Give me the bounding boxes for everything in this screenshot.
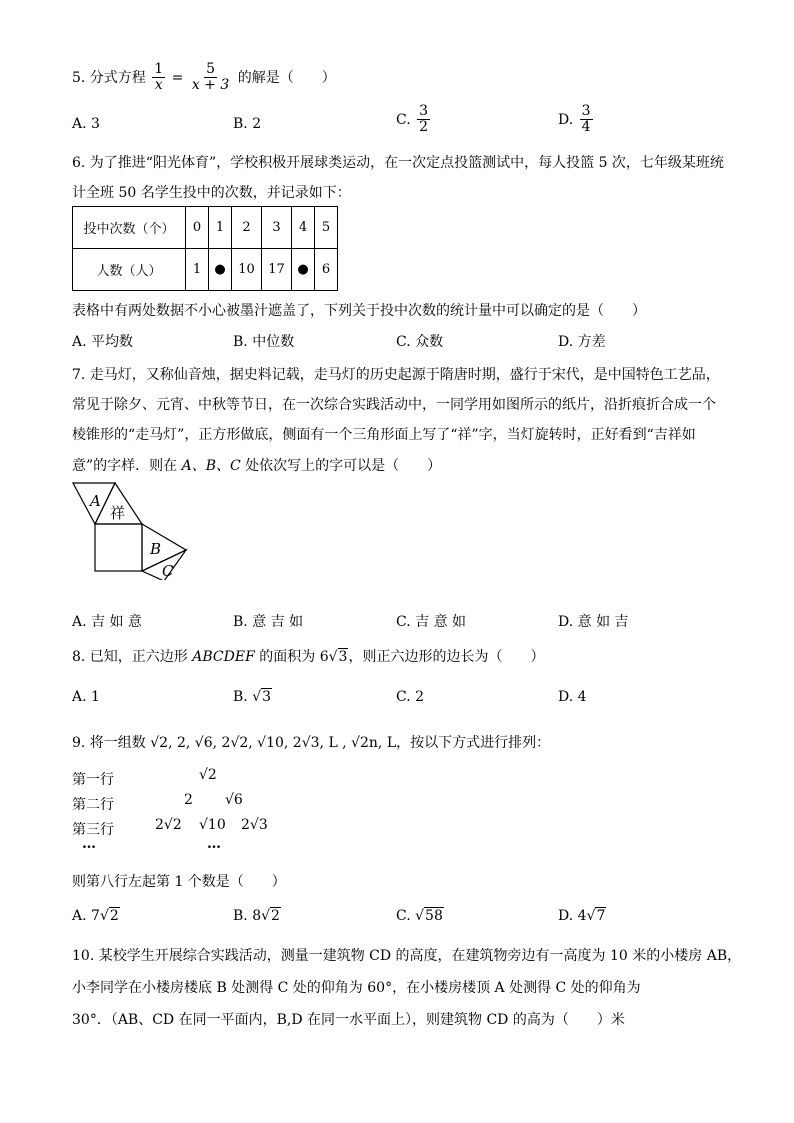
q5-option-c-label: C. <box>396 111 411 128</box>
q9-option-c-rad: 58 <box>425 908 443 924</box>
q9-option-c-label: C. <box>396 908 411 924</box>
q8-name: ABCDEF <box>192 649 255 665</box>
q7-line4-b: 处依次写上的字可以是（ ） <box>240 458 442 474</box>
q8-option-a[interactable]: A. 1 <box>72 689 100 705</box>
q6-option-a[interactable]: A. 平均数 <box>72 334 134 350</box>
q8-mid: 的面积为 <box>254 649 320 665</box>
q9-option-c[interactable] <box>396 908 444 924</box>
q7-option-a[interactable]: A. 吉 如 意 <box>72 614 142 630</box>
q9-option-b-label: B. <box>233 908 248 924</box>
q5-option-a[interactable]: A. 3 <box>72 116 100 132</box>
q9-option-d-sqrt: √7 <box>586 908 606 924</box>
table-head: 投中次数（个） <box>73 207 186 249</box>
q5-suffix: 的解是（ ） <box>237 69 336 86</box>
q9-row3-item: 2√3 <box>241 817 268 833</box>
q7-line4 <box>72 455 441 475</box>
q5-option-d-num: 3 <box>581 103 591 119</box>
table-cell: 0 <box>186 207 209 249</box>
q7-option-d[interactable]: D. 意 如 吉 <box>558 614 629 630</box>
q10-line2: 小李同学在小楼房楼底 B 处测得 C 处的仰角为 60°，在小楼房楼顶 A 处测得 C 处的仰角为 <box>72 980 641 996</box>
q6-line3: 表格中有两处数据不小心被墨汁遮盖了，下列关于投中次数的统计量中可以确定的是（ ） <box>72 303 646 319</box>
q8-stem <box>72 646 544 666</box>
table-cell: 3 <box>262 207 292 249</box>
q5-frac1-num: 1 <box>154 61 164 77</box>
q5-option-c-den: 2 <box>419 119 429 136</box>
q5-frac2-num: 5 <box>206 61 215 77</box>
q9-prefix: 9. 将一组数 <box>72 735 151 751</box>
q7-line4-vars: A、B、C <box>181 458 241 474</box>
q9-dots-left: … <box>82 836 96 852</box>
q9-dots-right: … <box>207 836 221 852</box>
q10-line3: 30°．（AB、CD 在同一平面内，B,D 在同一水平面上），则建筑物 CD 的高为（ ）米 <box>72 1012 625 1028</box>
q8-option-b[interactable] <box>233 689 272 705</box>
table-row <box>73 249 338 291</box>
table-cell: 6 <box>315 249 338 291</box>
table-cell: 5 <box>315 207 338 249</box>
q8-suffix: ，则正六边形的边长为（ ） <box>348 649 545 665</box>
fig-label-a: A <box>90 492 101 510</box>
q9-option-a-coef: 7 <box>91 908 100 924</box>
q9-seq: √2, 2, √6, 2√2, √10, 2√3, L , √2n, L <box>150 735 397 751</box>
fig-label-xiang: 祥 <box>110 504 126 522</box>
q8-option-c[interactable]: C. 2 <box>396 689 425 705</box>
q5-eq: = <box>171 69 184 86</box>
table-cell: ● <box>209 249 232 291</box>
q5-prefix: 5. 分式方程 <box>72 69 146 86</box>
q7-line1: 7. 走马灯，又称仙音烛，据史料记载，走马灯的历史起源于隋唐时期，盛行于宋代，是中国特色工艺品， <box>72 367 720 383</box>
table-row <box>73 207 338 249</box>
q9-option-b-coef: 8 <box>252 908 262 924</box>
square-base <box>95 524 142 571</box>
q5-option-b[interactable]: B. 2 <box>233 116 262 132</box>
fig-label-b: B <box>150 540 162 558</box>
q5-frac2 <box>190 62 231 94</box>
table-head: 人数（人） <box>73 249 186 291</box>
table-cell: 10 <box>232 249 262 291</box>
q6-line1: 6. 为了推进“阳光体育”，学校积极开展球类运动，在一次定点投篮测试中，每人投篮 5 次，七年级某班统 <box>72 155 724 171</box>
q7-line3: 棱锥形的“走马灯”，正方形做底，侧面有一个三角形面上写了“祥”字，当灯旋转时，正好看到“吉祥如 <box>72 427 696 443</box>
table-cell: 1 <box>209 207 232 249</box>
q9-option-d-label: D. <box>558 908 574 924</box>
q5-option-c[interactable] <box>396 104 432 136</box>
q6-table <box>72 206 338 291</box>
q5-frac2-den: x + 3 <box>191 77 230 94</box>
q9-option-a-label: A. <box>72 908 87 924</box>
q9-row2-label: 第二行 <box>72 797 114 813</box>
q9-stem <box>72 732 550 752</box>
q7-line4-a: 意”的字样．则在 <box>72 458 182 474</box>
fig-label-c: C <box>162 562 174 580</box>
q5-option-c-num: 3 <box>419 103 429 119</box>
q8-sqrt: √3 <box>328 649 348 665</box>
table-cell: ● <box>292 249 315 291</box>
table-cell: 17 <box>262 249 292 291</box>
q7-option-b[interactable]: B. 意 吉 如 <box>233 614 304 630</box>
q9-option-d-rad: 7 <box>596 908 606 924</box>
q5-option-d-label: D. <box>558 111 574 128</box>
q6-option-d[interactable]: D. 方差 <box>558 334 606 350</box>
q8-option-d[interactable]: D. 4 <box>558 689 587 705</box>
q5-stem <box>72 62 336 94</box>
q9-option-b-rad: 2 <box>271 908 280 924</box>
q8-option-b-sqrt: √3 <box>252 689 272 705</box>
q5-frac1-den: x <box>154 77 163 94</box>
q9-option-a[interactable] <box>72 908 120 924</box>
q9-row3-item: 2√2 <box>155 817 182 833</box>
q9-row1-label: 第一行 <box>72 772 114 788</box>
q9-row1-item: √2 <box>199 767 217 783</box>
table-cell: 1 <box>186 249 209 291</box>
q9-option-b-sqrt: √2 <box>261 908 280 924</box>
q9-suffix: ，按以下方式进行排列： <box>396 735 551 751</box>
q6-option-b[interactable]: B. 中位数 <box>233 334 295 350</box>
q8-rad: 3 <box>338 649 348 665</box>
q9-option-a-sqrt: √2 <box>99 908 119 924</box>
q8-coef: 6 <box>319 649 329 665</box>
q8-option-b-rad: 3 <box>262 689 272 705</box>
q9-row2-item: 2 <box>184 792 193 808</box>
q9-option-c-sqrt: √58 <box>415 908 443 924</box>
q6-option-c[interactable]: C. 众数 <box>396 334 444 350</box>
q5-option-d[interactable] <box>558 104 595 136</box>
q9-option-b[interactable] <box>233 908 281 924</box>
q7-figure <box>70 480 192 580</box>
q10-line1: 10. 某校学生开展综合实践活动，测量一建筑物 CD 的高度，在建筑物旁边有一高度为 10 米的小楼房 AB， <box>72 948 742 964</box>
table-cell: 2 <box>232 207 262 249</box>
table-cell: 4 <box>292 207 315 249</box>
q8-prefix: 8. 已知，正六边形 <box>72 649 193 665</box>
q6-line2: 计全班 50 名学生投中的次数，并记录如下： <box>72 185 351 201</box>
q9-row3-label: 第三行 <box>72 822 114 838</box>
q8-option-b-label: B. <box>233 689 248 705</box>
q9-option-d-coef: 4 <box>577 908 587 924</box>
q9-row2-item: √6 <box>225 792 243 808</box>
q5-frac1 <box>152 62 165 94</box>
q9-row3-item: √10 <box>199 817 226 833</box>
q9-option-d[interactable] <box>558 908 606 924</box>
q9-option-a-rad: 2 <box>109 908 119 924</box>
q5-option-d-den: 4 <box>581 119 591 136</box>
q9-question: 则第八行左起第 1 个数是（ ） <box>72 874 286 890</box>
q7-option-c[interactable]: C. 吉 意 如 <box>396 614 467 630</box>
q7-line2: 常见于除夕、元宵、中秋等节日，在一次综合实践活动中，一同学用如图所示的纸片，沿折痕折合成一个 <box>72 397 716 413</box>
